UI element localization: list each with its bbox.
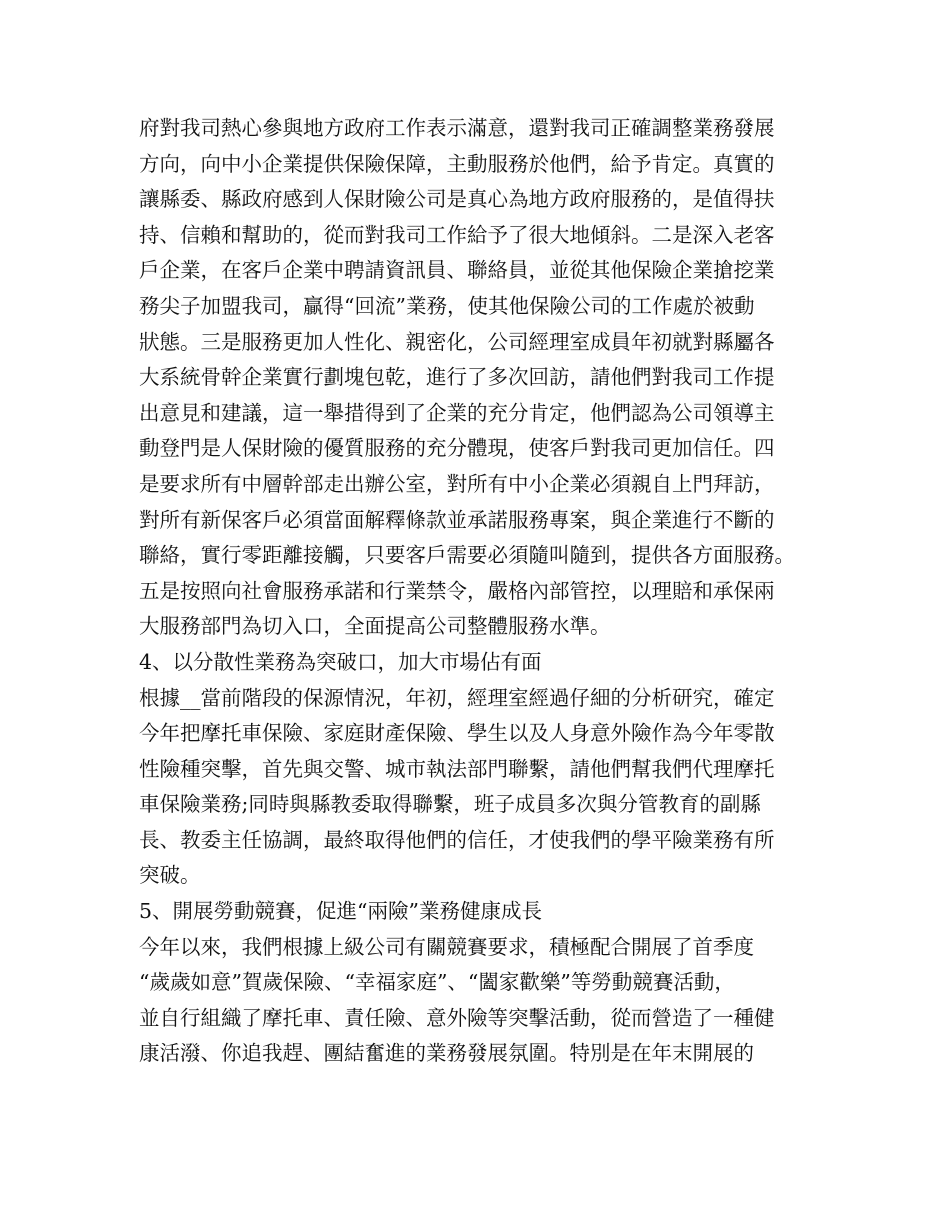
text-line: 大服務部門為切入口，全面提高公司整體服務水準。 (139, 614, 611, 639)
text-line: 車保險業務;同時與縣教委取得聯繫，班子成員多次與分管教育的副縣 (139, 792, 761, 817)
text-line: 方向，向中小企業提供保險保障，主動服務於他們，給予肯定。真實的 (139, 151, 775, 176)
text-line: 性險種突擊，首先與交警、城市執法部門聯繫，請他們幫我們代理摩托 (139, 756, 775, 781)
text-line: 持、信賴和幫助的，從而對我司工作給予了很大地傾斜。二是深入老客 (139, 222, 775, 247)
text-line: 出意見和建議，這一舉措得到了企業的充分肯定，他們認為公司領導主 (139, 400, 775, 425)
text-line: 突破。 (139, 863, 201, 888)
text-line: 對所有新保客戶必須當面解釋條款並承諾服務專案，與企業進行不斷的 (139, 507, 775, 532)
text-line: 今年把摩托車保險、家庭財產保險、學生以及人身意外險作為今年零散 (139, 721, 775, 746)
text-line: “歲歲如意”賀歲保險、“幸福家庭”、“闔家歡樂”等勞動競賽活動， (139, 970, 735, 995)
body-text (139, 111, 829, 1072)
text-line: 狀態。三是服務更加人性化、親密化，公司經理室成員年初就對縣屬各 (139, 329, 775, 354)
text-line: 今年以來，我們根據上級公司有關競賽要求，積極配合開展了首季度 (139, 934, 754, 959)
text-line: 大系統骨幹企業實行劃塊包乾，進行了多次回訪，請他們對我司工作提 (139, 365, 775, 390)
text-line: 是要求所有中層幹部走出辦公室，對所有中小企業必須親自上門拜訪， (139, 471, 775, 496)
section-heading: 5、開展勞動競賽，促進“兩險”業務健康成長 (139, 899, 543, 924)
text-line: 長、教委主任協調，最終取得他們的信任，才使我們的學平險業務有所 (139, 827, 775, 852)
section-heading: 4、以分散性業務為突破口，加大市場佔有面 (139, 649, 542, 674)
text-line: 務尖子加盟我司，贏得“回流”業務，使其他保險公司的工作處於被動 (139, 293, 755, 318)
text-line: 聯絡，實行零距離接觸，只要客戶需要必須隨叫隨到，提供各方面服務。 (139, 543, 795, 568)
text-line: 讓縣委、縣政府感到人保財險公司是真心為地方政府服務的，是值得扶 (139, 187, 775, 212)
text-line: 五是按照向社會服務承諾和行業禁令，嚴格內部管控，以理賠和承保兩 (139, 578, 775, 603)
text-line: 動登門是人保財險的優質服務的充分體現，使客戶對我司更加信任。四 (139, 436, 775, 461)
text-line: 府對我司熱心參與地方政府工作表示滿意，還對我司正確調整業務發展 (139, 116, 775, 140)
text-line: 根據__當前階段的保源情況，年初，經理室經過仔細的分析研究，確定 (139, 685, 775, 710)
text-line: 康活潑、你追我趕、團結奮進的業務發展氛圍。特別是在年末開展的 (139, 1041, 754, 1066)
text-line: 戶企業，在客戶企業中聘請資訊員、聯絡員，並從其他保險企業搶挖業 (139, 258, 775, 283)
text-line: 並自行組織了摩托車、責任險、意外險等突擊活動，從而營造了一種健 (139, 1005, 775, 1030)
